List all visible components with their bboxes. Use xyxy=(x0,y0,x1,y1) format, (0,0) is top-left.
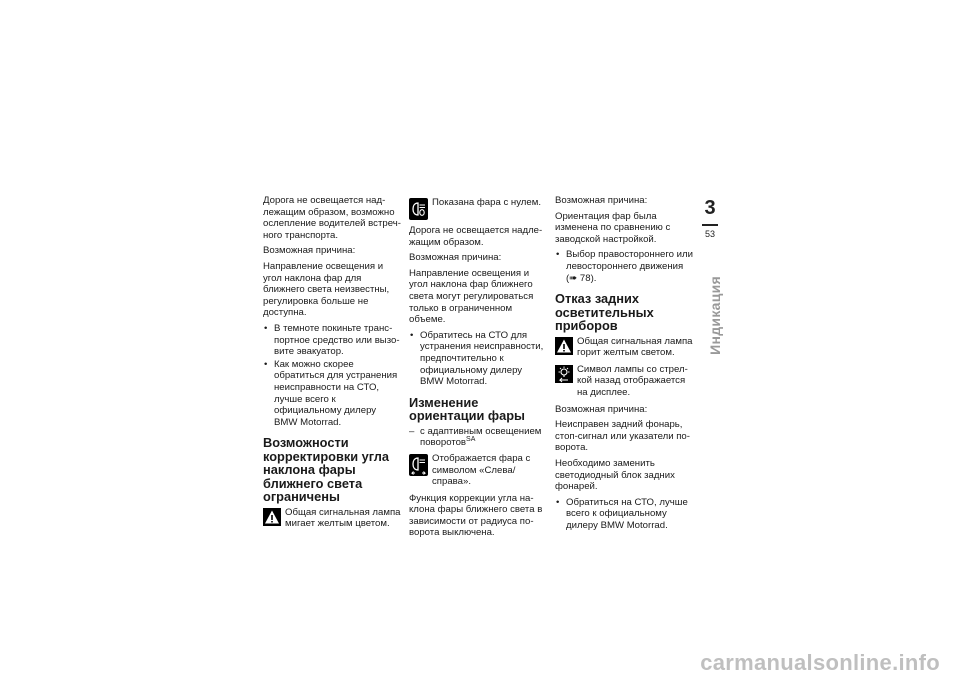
paragraph: Дорога не освещается надлежащим образом, возможно ослепление водителей встречного транспорта. xyxy=(263,195,401,241)
warning-row xyxy=(555,336,693,359)
chapter-title: Индикация xyxy=(707,276,723,355)
option-superscript: SA xyxy=(466,436,476,444)
paragraph: Ориентация фар была изменена по сравнению с заводской настройкой. xyxy=(555,210,671,245)
page-number: 53 xyxy=(704,229,715,239)
dash-item-text: с адаптивным освещением поворотов xyxy=(420,425,542,449)
warning-row xyxy=(263,507,401,530)
section-heading: Изменение ориентации фары xyxy=(409,394,525,424)
list-item: • Обратитесь на СТО для устранения неисправности, предпочтительно к официальному дилеру BMW Motorrad. xyxy=(409,330,547,388)
paragraph: Возможная причина: xyxy=(263,245,356,257)
headlight-left-right-row xyxy=(409,453,547,488)
headlight-zero-icon xyxy=(409,198,428,220)
list-item: • Как можно скорее обратиться для устранения неисправности на СТО, лучше всего к официальному дилеру BMW Motorrad. xyxy=(263,359,401,429)
warning-text: Общая сигнальная лампа мигает желтым цветом. xyxy=(285,506,401,530)
paragraph: Функция коррекции угла наклона фары ближнего света в зависимости от радиуса поворота выключена. xyxy=(409,492,543,539)
list-item xyxy=(409,426,547,449)
paragraph: Возможная причина: xyxy=(409,252,502,264)
warning-text: Общая сигнальная лампа горит желтым светом. xyxy=(577,335,693,359)
column-1 xyxy=(263,195,401,535)
chapter-divider xyxy=(702,224,718,226)
list-item xyxy=(555,249,693,284)
bullet-list xyxy=(555,249,693,284)
column-2 xyxy=(409,195,547,543)
icon-description: Показана фара с нулем. xyxy=(432,197,542,208)
section-heading: Возможности корректировки угла наклона фары ближнего света ограничены xyxy=(263,435,390,505)
warning-triangle-icon xyxy=(555,337,573,355)
rear-lamp-row xyxy=(555,364,693,399)
list-item-text: Выбор правостороннего или левостороннего движения xyxy=(566,249,693,272)
paragraph: Дорога не освещается надлежащим образом. xyxy=(409,225,543,248)
dash-list xyxy=(409,426,547,449)
paragraph: Необходимо заменить светодиодный блок задних фонарей. xyxy=(555,458,675,493)
paragraph: Направление освещения и угол наклона фар для ближнего света неизвестны, регулировка больше не доступна. xyxy=(263,260,390,319)
paragraph: Направление освещения и угол наклона фар ближнего света могут регулироваться только в ограниченном объеме. xyxy=(409,267,534,326)
list-item: • Обратиться на СТО, лучше всего к официальному дилеру BMW Motorrad. xyxy=(555,497,693,532)
watermark: carmanualsonline.info xyxy=(700,650,940,675)
icon-description: Символ лампы со стрелкой назад отображается на дисплее. xyxy=(577,363,688,399)
rear-lamp-arrow-icon xyxy=(555,365,573,383)
column-3 xyxy=(555,195,693,536)
bullet-list xyxy=(555,497,693,532)
list-item: • В темноте покиньте транспортное средство или вызовите эвакуатор. xyxy=(263,323,401,358)
paragraph: Возможная причина: xyxy=(555,195,648,206)
section-heading: Отказ задних осветительных приборов xyxy=(555,291,654,334)
paragraph: Неисправен задний фонарь, стоп-сигнал или указатели поворота. xyxy=(555,419,690,454)
headlight-zero-row xyxy=(409,197,547,220)
paragraph: Возможная причина: xyxy=(555,403,648,415)
bullet-list xyxy=(263,323,401,428)
page-reference: (➠ 78). xyxy=(566,272,597,284)
icon-description: Отображается фара с символом «Слева/справа». xyxy=(432,452,531,488)
bullet-list xyxy=(409,330,547,388)
warning-triangle-icon xyxy=(263,508,281,526)
chapter-number: 3 xyxy=(704,197,716,219)
headlight-left-right-icon xyxy=(409,454,428,476)
